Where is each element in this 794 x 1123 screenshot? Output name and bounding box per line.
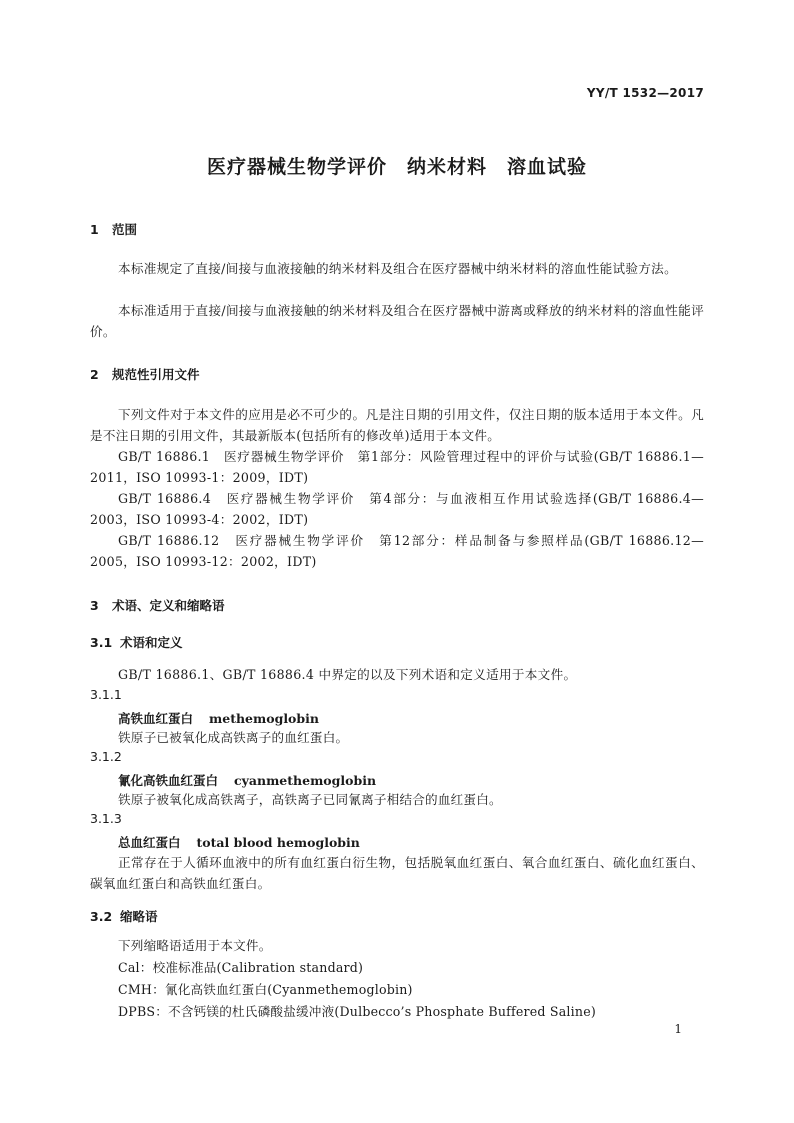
term-number: 3.1.1	[90, 687, 122, 702]
term-en: methemoglobin	[209, 711, 319, 726]
term-zh: 氰化高铁血红蛋白	[118, 773, 219, 788]
term-en: total blood hemoglobin	[196, 835, 360, 850]
term-definition: 正常存在于人循环血液中的所有血红蛋白衍生物，包括脱氧血红蛋白、氧合血红蛋白、硫化血红蛋白、碳氧血红蛋白和高铁血红蛋白。	[90, 855, 704, 891]
section-title: 术语、定义和缩略语	[112, 598, 225, 613]
document-title: 医疗器械生物学评价 纳米材料 溶血试验	[206, 156, 587, 178]
reference-item: GB/T 16886.1 医疗器械生物学评价 第1部分：风险管理过程中的评价与试验(GB/T 16886.1—2011，ISO 10993-1：2009，IDT)	[90, 449, 704, 485]
section-number: 3	[90, 598, 99, 613]
subsection-number: 3.1	[90, 635, 113, 650]
section-2-heading	[90, 365, 200, 383]
subsection-3-1-heading	[90, 633, 183, 651]
section-1-heading	[90, 220, 137, 238]
section-number: 2	[90, 367, 99, 382]
subsection-title: 缩略语	[120, 909, 158, 924]
reference-item: GB/T 16886.12 医疗器械生物学评价 第12部分：样品制备与参照样品(GB/T 16886.12—2005，ISO 10993-12：2002，IDT)	[90, 533, 704, 569]
term-zh: 高铁血红蛋白	[118, 711, 194, 726]
term-en: cyanmethemoglobin	[234, 773, 377, 788]
subsection-3-2-heading	[90, 907, 158, 925]
reference-item: GB/T 16886.4 医疗器械生物学评价 第4部分：与血液相互作用试验选择(GB/T 16886.4—2003，ISO 10993-4：2002，IDT)	[90, 491, 704, 527]
section-title: 规范性引用文件	[112, 367, 200, 382]
section-title: 范围	[112, 222, 138, 237]
term-definition: 铁原子已被氧化成高铁离子的血红蛋白。	[118, 730, 349, 745]
term-zh: 总血红蛋白	[118, 835, 181, 850]
section-number: 1	[90, 222, 99, 237]
normative-references-intro: 下列文件对于本文件的应用是必不可少的。凡是注日期的引用文件，仅注日期的版本适用于本文件。凡是不注日期的引用文件，其最新版本(包括所有的修改单)适用于本文件。	[90, 407, 704, 443]
standard-number: YY/T 1532—2017	[586, 86, 704, 100]
subsection-title: 术语和定义	[120, 635, 183, 650]
term-heading	[118, 771, 376, 789]
scope-paragraph-1: 本标准规定了直接/间接与血液接触的纳米材料及组合在医疗器械中纳米材料的溶血性能试验方法。	[118, 261, 677, 276]
term-definition: 铁原子被氧化成高铁离子，高铁离子已同氰离子相结合的血红蛋白。	[118, 792, 502, 807]
term-heading	[118, 709, 319, 727]
page-number: 1	[674, 1022, 682, 1036]
abbreviations-intro: 下列缩略语适用于本文件。	[118, 938, 272, 953]
abbreviation-item: CMH：氰化高铁血红蛋白(Cyanmethemoglobin)	[118, 982, 413, 997]
subsection-number: 3.2	[90, 909, 113, 924]
scope-paragraph-2: 本标准适用于直接/间接与血液接触的纳米材料及组合在医疗器械中游离或释放的纳米材料的溶血性能评价。	[90, 303, 704, 339]
term-number: 3.1.3	[90, 811, 122, 826]
term-number: 3.1.2	[90, 749, 122, 764]
abbreviation-item: Cal：校准标准品(Calibration standard)	[118, 960, 364, 975]
term-heading	[118, 833, 360, 851]
abbreviation-item: DPBS：不含钙镁的杜氏磷酸盐缓冲液(Dulbecco’s Phosphate Buffered Saline)	[118, 1004, 596, 1019]
terms-intro: GB/T 16886.1、GB/T 16886.4 中界定的以及下列术语和定义适用于本文件。	[118, 667, 577, 682]
section-3-heading	[90, 596, 225, 614]
